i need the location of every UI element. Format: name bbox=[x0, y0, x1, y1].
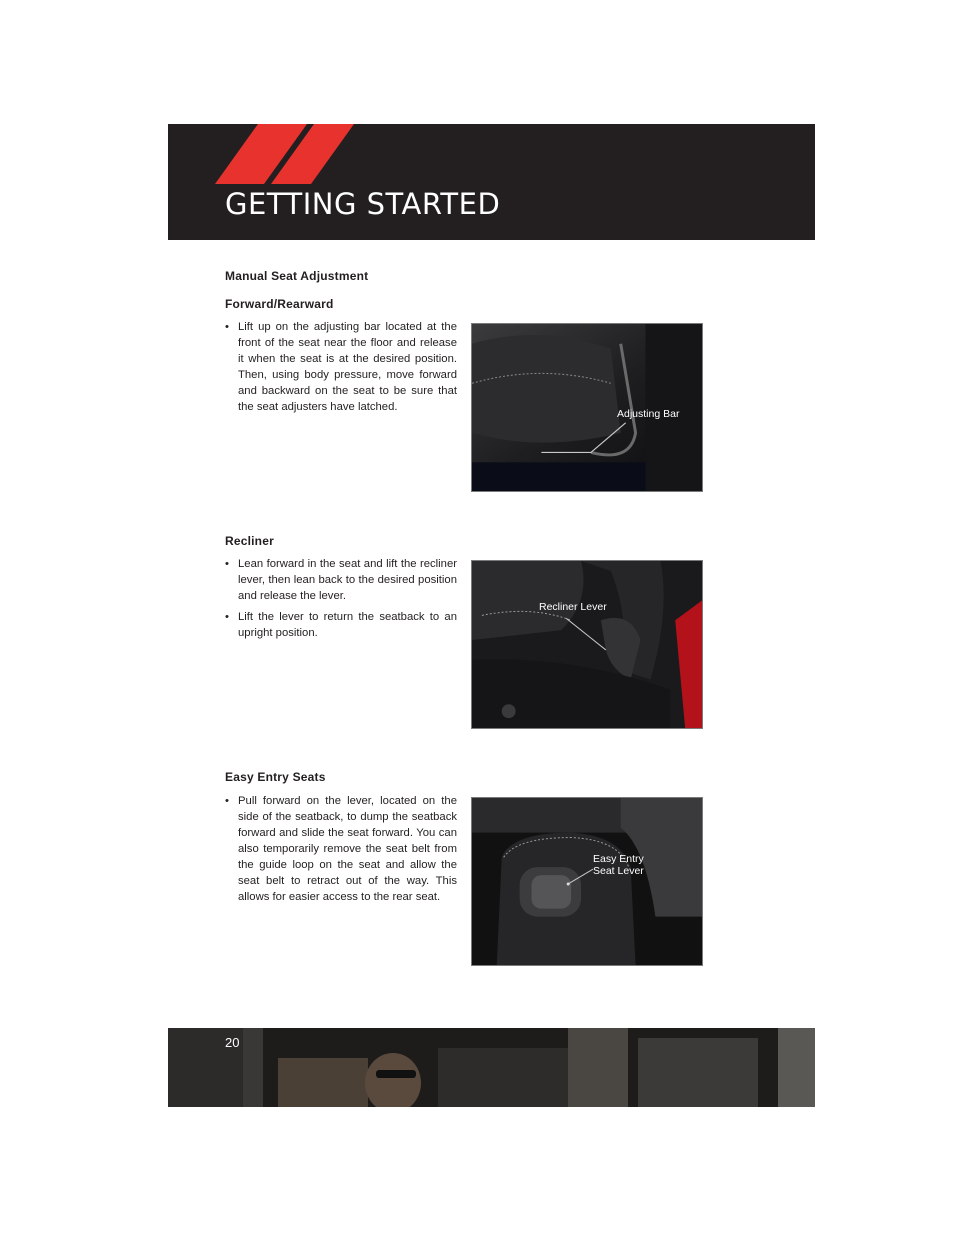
header-banner bbox=[168, 124, 815, 240]
page-title: GETTING STARTED bbox=[225, 187, 501, 221]
recliner-lever-photo bbox=[471, 560, 703, 729]
section-title-easy-entry-seats: Easy Entry Seats bbox=[225, 770, 326, 784]
adjusting-bar-label: Adjusting Bar bbox=[617, 408, 680, 420]
forward-rearward-list bbox=[225, 319, 457, 420]
easy-entry-label-line2: Seat Lever bbox=[593, 865, 644, 877]
racing-stripes-logo bbox=[168, 124, 815, 240]
list-item: • Lean forward in the seat and lift the recliner lever, then lean back to the desired position and release the lever. bbox=[225, 556, 457, 604]
easy-entry-list bbox=[225, 793, 457, 910]
section-title-manual-seat-adjustment: Manual Seat Adjustment bbox=[225, 269, 369, 283]
recliner-lever-label: Recliner Lever bbox=[539, 601, 607, 613]
footer-photo bbox=[168, 1028, 815, 1107]
page-number: 20 bbox=[225, 1035, 240, 1050]
list-item: • Pull forward on the lever, located on the side of the seatback, to dump the seatback forward and slide the seat forward. You can also temporarily remove the seat belt from the guide loop on the seat and allow the seat belt to retract out of the way. This allows for easier access to the rear seat. bbox=[225, 793, 457, 905]
footer-band bbox=[168, 1028, 815, 1107]
list-item: • Lift up on the adjusting bar located at the front of the seat near the floor and release it when the seat is at the desired position. Then, using body pressure, move forward and backward on the seat to be sure that the seat adjusters have latched. bbox=[225, 319, 457, 415]
easy-entry-label-line1: Easy Entry bbox=[593, 853, 644, 865]
easy-entry-lever-label bbox=[593, 853, 644, 877]
section-title-forward-rearward: Forward/Rearward bbox=[225, 297, 334, 311]
easy-entry-lever-photo bbox=[471, 797, 703, 966]
recliner-list bbox=[225, 556, 457, 646]
section-title-recliner: Recliner bbox=[225, 534, 274, 548]
list-item: • Lift the lever to return the seatback to an upright position. bbox=[225, 609, 457, 641]
adjusting-bar-photo bbox=[471, 323, 703, 492]
